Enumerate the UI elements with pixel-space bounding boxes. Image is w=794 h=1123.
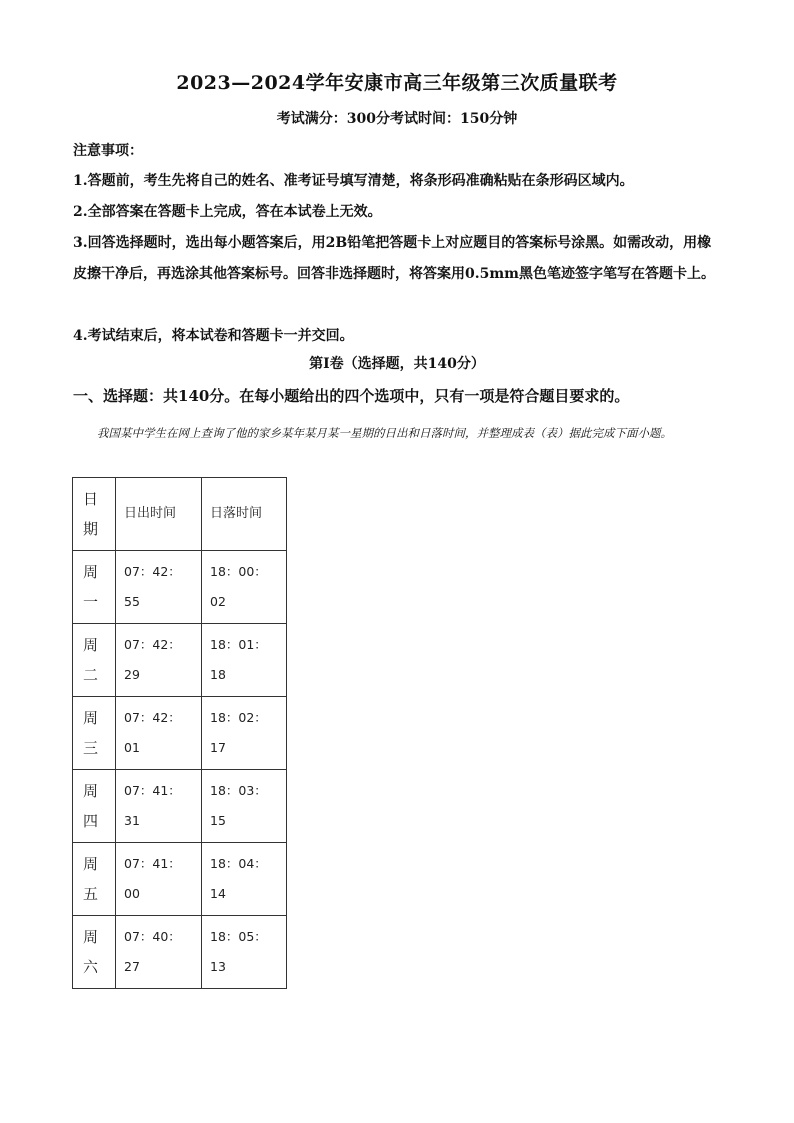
- day-bottom: 二: [83, 666, 99, 684]
- page-title: 2023—2024学年安康市高三年级第三次质量联考: [176, 72, 618, 94]
- day-top: 周: [83, 563, 99, 581]
- sunrise-sunset-table: [72, 477, 287, 989]
- day-bottom: 四: [83, 812, 99, 830]
- sunset-b: 02: [210, 594, 226, 609]
- sunrise-b: 00: [124, 886, 140, 901]
- sunrise-b: 31: [124, 813, 140, 828]
- header-sunset-label: 日落时间: [210, 506, 263, 521]
- sunrise-a: 07：42：: [124, 637, 181, 652]
- sunset-a: 18：03：: [210, 783, 267, 798]
- day-bottom: 六: [83, 958, 99, 976]
- notice-item-3: 3.回答选择题时，选出每小题答案后，用2B铅笔把答题卡上对应题目的答案标号涂黑。如需改动，用橡皮擦干净后，再选涂其他答案标号。回答非选择题时，将答案用0.5mm黑色笔迹签字笔写在答题卡上。: [73, 235, 715, 282]
- table-row: [73, 551, 287, 624]
- sunrise-a: 07：41：: [124, 783, 181, 798]
- sunset-a: 18：02：: [210, 710, 267, 725]
- section-header: 第I卷（选择题，共140分）: [309, 356, 485, 372]
- header-sunrise: [116, 478, 202, 551]
- header-day-bottom: 期: [83, 520, 99, 538]
- sunrise-a: 07：42：: [124, 710, 181, 725]
- table-row: [73, 843, 287, 916]
- sunrise-b: 29: [124, 667, 140, 682]
- sunrise-b: 01: [124, 740, 140, 755]
- header-day-top: 日: [83, 490, 99, 508]
- sunset-b: 13: [210, 959, 226, 974]
- sunset-b: 18: [210, 667, 226, 682]
- sunrise-a: 07：42：: [124, 564, 181, 579]
- table-row: [73, 770, 287, 843]
- day-top: 周: [83, 928, 99, 946]
- table-row: [73, 624, 287, 697]
- table-row: [73, 697, 287, 770]
- sunrise-b: 27: [124, 959, 140, 974]
- exam-info: 考试满分：300分考试时间：150分钟: [276, 111, 518, 127]
- question-intro: 我国某中学生在网上查询了他的家乡某年某月某一星期的日出和日落时间，并整理成表（表）据此完成下面小题。: [97, 426, 672, 440]
- day-top: 周: [83, 636, 99, 654]
- notice-heading: 注意事项：: [73, 143, 143, 159]
- sunset-b: 17: [210, 740, 226, 755]
- table-row: [73, 916, 287, 989]
- day-bottom: 三: [83, 739, 99, 757]
- notice-item-1: 1.答题前，考生先将自己的姓名、准考证号填写清楚，将条形码准确粘贴在条形码区域内。: [73, 173, 634, 189]
- header-sunset: [202, 478, 287, 551]
- day-bottom: 一: [83, 593, 99, 611]
- day-bottom: 五: [83, 885, 99, 903]
- day-top: 周: [83, 782, 99, 800]
- header-day: [73, 478, 116, 551]
- sunset-a: 18：01：: [210, 637, 267, 652]
- table-header-row: [73, 478, 287, 551]
- sunrise-a: 07：40：: [124, 929, 181, 944]
- notice-item-4: 4.考试结束后，将本试卷和答题卡一并交回。: [73, 328, 354, 344]
- sunrise-a: 07：41：: [124, 856, 181, 871]
- sunset-b: 14: [210, 886, 226, 901]
- day-top: 周: [83, 709, 99, 727]
- sunset-a: 18：04：: [210, 856, 267, 871]
- notice-item-2: 2.全部答案在答题卡上完成，答在本试卷上无效。: [73, 204, 382, 220]
- sunset-b: 15: [210, 813, 226, 828]
- part-heading: 一、选择题：共140分。在每小题给出的四个选项中，只有一项是符合题目要求的。: [73, 387, 630, 405]
- sunrise-b: 55: [124, 594, 140, 609]
- sunset-a: 18：05：: [210, 929, 267, 944]
- day-top: 周: [83, 855, 99, 873]
- sunset-a: 18：00：: [210, 564, 267, 579]
- header-sunrise-label: 日出时间: [124, 506, 177, 521]
